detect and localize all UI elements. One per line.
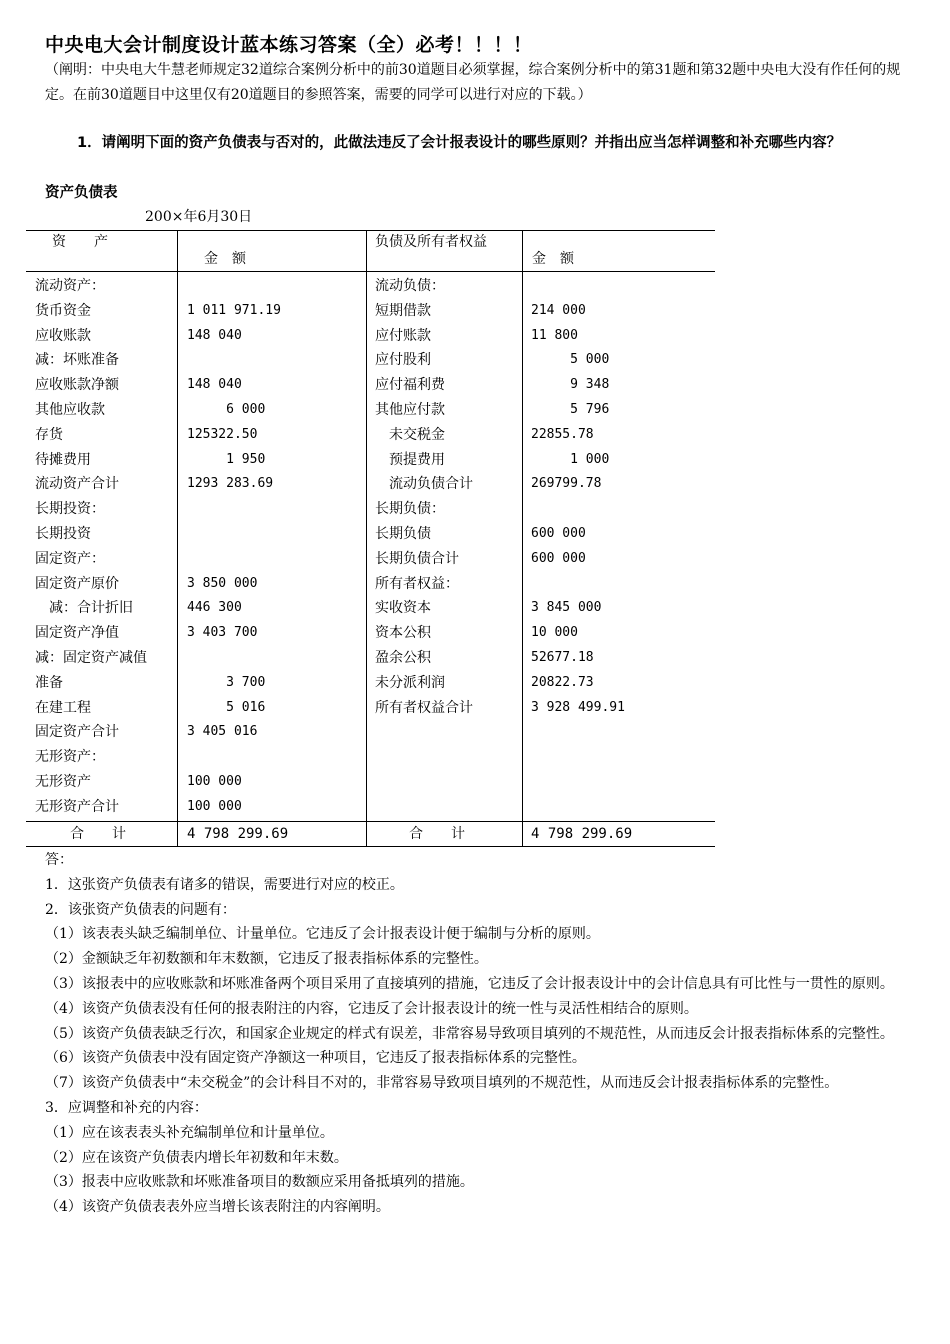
liability-amount-cell: 600 000 [531,525,586,541]
liability-amount-cell [531,497,625,522]
asset-item-row: 固定资产原价 [35,575,119,592]
answer-label: 答： [45,852,73,868]
balance-sheet-table [26,230,715,847]
asset-item-row: 减：固定资产减值 [35,649,147,666]
asset-amount-cell [187,348,281,373]
header-assets: 资 产 [52,234,108,250]
asset-amount-cell: 3 403 700 [187,625,258,641]
liability-item-row: 实收资本 [375,600,431,617]
asset-amount-cell: 100 000 [187,798,242,814]
liability-item-row: 应付股利 [375,352,431,369]
asset-item-row: 长期投资： [35,501,105,518]
total-liabilities: 4 798 299.69 [531,826,633,842]
liability-item-row: 长期负债： [375,501,445,518]
table-total-border [26,821,715,822]
asset-item-row: 在建工程 [35,699,91,716]
asset-item-row: 无形资产合计 [35,798,119,815]
table-date: 200×年6月30日 [145,209,253,225]
asset-item-row: 无形资产 [35,773,91,790]
liability-item-row: 其他应付款 [375,401,445,418]
asset-item-row: 无形资产： [35,749,105,766]
asset-amount-cell: 125322.50 [187,426,258,442]
liability-item-row: 长期负债 [375,525,431,542]
liability-item-row: 流动负债： [375,278,445,294]
asset-item-row: 货币资金 [35,302,91,319]
liability-item-row: 流动负债合计 [375,476,473,493]
asset-amount-cell: 5 016 [187,699,266,715]
answer-line: （4）该资产负债表表外应当增长该表附注的内容阐明。 [45,1199,390,1216]
asset-item-row: 应收账款净额 [35,377,119,394]
answer-line: （1）应在该表表头补充编制单位和计量单位。 [45,1124,334,1141]
liability-amount-cell: 269799.78 [531,476,602,492]
liability-item-row: 预提费用 [375,451,445,468]
asset-amount-cell: 6 000 [187,401,266,417]
asset-item-row: 固定资产净值 [35,625,119,642]
intro-note: （阐明：中央电大牛慧老师规定32道综合案例分析中的前30道题目必须掌握，综合案例分析中的第31题和第32题中央电大没有作任何的规定。在前30道题目中这里仅有20道题目的参照答案，需要的同学可以进行对应的下载。） [45,62,901,103]
answer-line: （6）该资产负债表中没有固定资产净额这一种项目，它违反了报表指标体系的完整性。 [45,1050,586,1067]
total-label-liabilities: 合 计 [409,826,465,842]
total-label-assets: 合 计 [70,826,126,842]
answer-line: （3）报表中应收账款和坏账准备项目的数额应采用备抵填列的措施。 [45,1174,474,1191]
liability-amount-cell: 9 348 [531,377,610,393]
liability-amount-cell: 10 000 [531,625,578,641]
asset-amount-cell: 100 000 [187,773,242,789]
asset-item-row: 流动资产： [35,278,105,294]
answer-line: 3．应调整和补充的内容： [45,1099,208,1116]
asset-amount-cell: 1 950 [187,451,266,467]
answer-line: （4）该资产负债表没有任何的报表附注的内容，它违反了会计报表设计的统一性与灵活性相结合的原则。 [45,1000,698,1017]
asset-amount-cell [187,547,281,572]
liability-item-row: 所有者权益： [375,575,459,592]
liability-amounts-column [531,274,625,720]
asset-amount-cell [187,497,281,522]
asset-item-row: 固定资产合计 [35,724,119,741]
asset-amount-cell [187,522,281,547]
liability-item-row: 长期负债合计 [375,550,459,567]
liability-amount-cell: 3 845 000 [531,600,602,616]
asset-item-row: 存货 [35,426,63,443]
answer-line: （5）该资产负债表缺乏行次，和国家企业规定的样式有误差，非常容易导致项目填列的不规范性，从而违反会计报表指标体系的完整性。 [45,1025,894,1042]
table-title: 资产负债表 [45,185,118,201]
liability-item-row: 盈余公积 [375,649,431,666]
answer-line: （2）应在该资产负债表内增长年初数和年末数。 [45,1149,348,1166]
question-1: 1．请阐明下面的资产负债表与否对的，此做法违反了会计报表设计的哪些原则？并指出应当怎样调整和补充哪些内容？ [77,135,842,151]
answer-lines [45,873,923,1220]
liability-amount-cell: 214 000 [531,302,586,318]
liability-amount-cell [531,274,625,299]
liability-items-column [375,274,473,720]
liability-item-row: 所有者权益合计 [375,699,473,716]
asset-item-row: 长期投资 [35,525,91,542]
asset-amount-cell: 148 040 [187,377,242,393]
liability-item-row: 应付福利费 [375,377,445,394]
asset-amount-cell [187,646,281,671]
answer-line: （2）金额缺乏年初数额和年末数额，它违反了报表指标体系的完整性。 [45,951,488,968]
table-bottom-border [26,846,715,847]
liability-amount-cell: 600 000 [531,550,586,566]
table-divider-2 [366,230,367,847]
answer-line: （3）该报表中的应收账款和坏账准备两个项目采用了直接填列的措施，它违反了会计报表设计中的会计信息具有可比性与一贯性的原则。 [45,975,894,992]
liability-amount-cell: 20822.73 [531,674,594,690]
asset-item-row: 减：合计折旧 [35,600,133,617]
page-title: 中央电大会计制度设计蓝本练习答案（全）必考！！！！ [45,34,533,56]
asset-amount-cell: 3 850 000 [187,575,258,591]
answer-line: （1）该表表头缺乏编制单位、计量单位。它违反了会计报表设计便于编制与分析的原则。 [45,926,600,943]
table-divider-3 [522,230,523,847]
asset-item-row: 准备 [35,674,63,691]
total-assets: 4 798 299.69 [187,826,289,842]
answer-line: 2．该张资产负债表的问题有： [45,901,236,918]
header-liab-amount: 金 额 [532,251,574,267]
asset-amount-cell: 148 040 [187,327,242,343]
liability-item-row: 未交税金 [375,426,445,443]
liability-amount-cell: 52677.18 [531,649,594,665]
table-top-border [26,230,715,231]
table-header-border [26,271,715,272]
asset-amount-cell [187,745,281,770]
asset-item-row: 流动资产合计 [35,476,119,493]
liability-item-row: 资本公积 [375,625,431,642]
liability-amount-cell: 22855.78 [531,426,594,442]
asset-amount-cell: 446 300 [187,600,242,616]
asset-amount-cell: 1293 283.69 [187,476,274,492]
answer-line: （7）该资产负债表中“未交税金”的会计科目不对的，非常容易导致项目填列的不规范性，从而违反会计报表指标体系的完整性。 [45,1075,839,1092]
asset-amount-cell: 1 011 971.19 [187,302,281,318]
answer-line: 1．这张资产负债表有诸多的错误，需要进行对应的校正。 [45,876,404,893]
asset-amount-cell [187,274,281,299]
liability-amount-cell: 11 800 [531,327,578,343]
liability-amount-cell: 1 000 [531,451,610,467]
table-divider-1 [177,230,178,847]
asset-items-column [35,274,147,820]
liability-amount-cell: 5 000 [531,352,610,368]
liability-item-row: 短期借款 [375,302,431,319]
header-liabilities: 负债及所有者权益 [375,234,487,250]
asset-amounts-column [187,274,281,820]
liability-amount-cell [531,572,625,597]
asset-item-row: 待摊费用 [35,451,91,468]
asset-amount-cell: 3 700 [187,674,266,690]
asset-item-row: 减：坏账准备 [35,352,119,369]
asset-item-row: 其他应收款 [35,401,105,418]
asset-amount-cell: 3 405 016 [187,724,258,740]
answer-section [45,848,923,1220]
liability-amount-cell: 3 928 499.91 [531,699,625,715]
asset-item-row: 固定资产： [35,550,105,567]
liability-amount-cell: 5 796 [531,401,610,417]
asset-item-row: 应收账款 [35,327,91,344]
liability-item-row: 未分派利润 [375,674,445,691]
liability-item-row: 应付账款 [375,327,431,344]
header-asset-amount: 金 额 [204,251,246,267]
